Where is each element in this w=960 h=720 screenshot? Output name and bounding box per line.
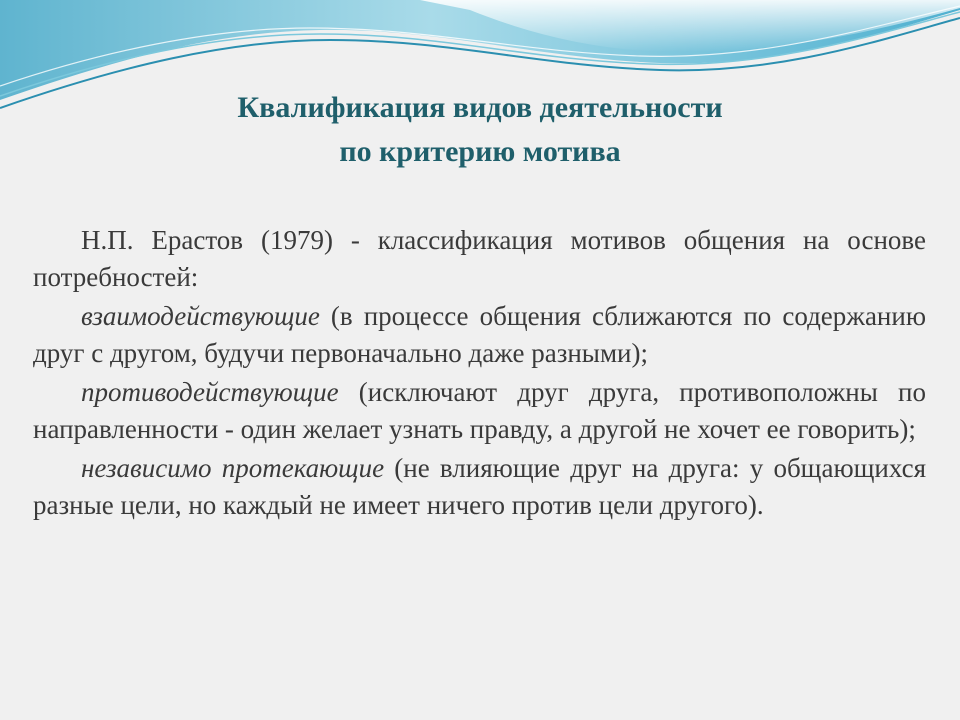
item-term-2: противодействующие — [81, 377, 339, 407]
item-paragraph-2 — [33, 374, 926, 448]
item-text-3: (не влияющие друг на друга: у общающихся разные цели, но каждый не имеет ничего против цели другого). — [33, 453, 926, 520]
slide-body — [33, 222, 926, 524]
item-term-1: взаимодействующие — [81, 301, 320, 331]
item-term-3: независимо протекающие — [81, 453, 385, 483]
item-paragraph-1 — [33, 298, 926, 372]
item-text-1: (в процессе общения сближаются по содержанию друг с другом, будучи первоначально даже разными); — [33, 301, 926, 368]
item-paragraph-3 — [33, 450, 926, 524]
intro-paragraph: Н.П. Ерастов (1979) - классификация мотивов общения на основе потребностей: — [33, 225, 926, 292]
title-line-1: Квалификация видов деятельности — [237, 91, 723, 124]
slide-title — [80, 86, 880, 174]
title-line-2: по критерию мотива — [339, 135, 621, 168]
item-text-2: (исключают друг друга, противоположны по направленности - один желает узнать правду, а другой не хочет ее говорить); — [33, 377, 926, 444]
